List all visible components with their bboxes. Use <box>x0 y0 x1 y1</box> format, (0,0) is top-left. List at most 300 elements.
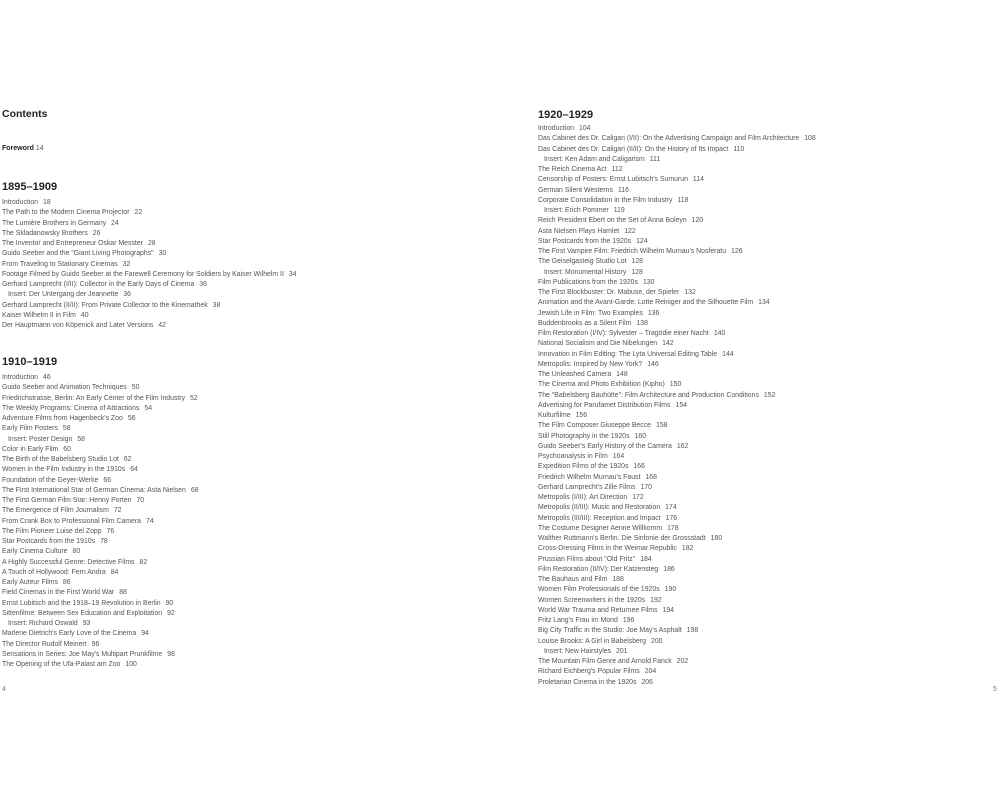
toc-entry <box>538 145 816 155</box>
toc-entry <box>538 298 816 308</box>
toc-entry <box>538 596 816 606</box>
entry-page-number: 28 <box>147 240 156 247</box>
entry-page-number: 134 <box>758 299 770 307</box>
entry-title: Insert: Monumental History <box>544 268 627 276</box>
entry-page-number: 64 <box>130 466 138 474</box>
toc-entry <box>2 568 199 578</box>
entry-page-number: 172 <box>632 494 644 501</box>
entry-page-number: 200 <box>651 637 663 645</box>
entry-page-number: 70 <box>136 497 145 504</box>
entry-title: Gerhard Lamprecht (I/II): Collector in the Early Days of Cinema <box>2 281 195 288</box>
entry-page-number: 186 <box>663 565 675 573</box>
entry-title: The Geiselgasteig Studio Lot <box>538 258 627 266</box>
entry-title: The First Vampire Film: Friedrich Wilhelm Murnau's Nosferatu <box>538 248 727 255</box>
entry-title: Introduction <box>538 125 575 132</box>
toc-entry <box>2 517 199 527</box>
toc-entry <box>538 391 816 401</box>
entry-page-number: 194 <box>662 606 674 614</box>
entry-page-number: 138 <box>636 319 648 327</box>
entry-title: Prussian Films about "Old Fritz" <box>538 555 636 563</box>
toc-entry <box>538 565 816 575</box>
toc-entry <box>2 578 199 588</box>
toc-entry <box>538 421 816 431</box>
toc-entry <box>2 301 297 311</box>
entry-page-number: 30 <box>158 250 167 258</box>
entry-page-number: 42 <box>158 322 166 329</box>
entry-page-number: 32 <box>122 260 131 268</box>
entry-title: Guido Seeber and Animation Techniques <box>2 384 127 392</box>
entry-title: Metropolis (II/III): Music and Restoration <box>538 504 661 512</box>
section-1920-1929 <box>538 108 816 688</box>
entry-page-number: 192 <box>650 596 662 604</box>
page-number-left: 4 <box>2 686 6 693</box>
entry-page-number: 201 <box>616 647 628 655</box>
entry-page-number: 196 <box>622 617 635 624</box>
entry-page-number: 202 <box>676 658 689 665</box>
toc-entry <box>2 496 199 506</box>
entry-page-number: 108 <box>804 135 816 143</box>
entry-title: Friedrich Wilhelm Murnau's Faust <box>538 473 641 481</box>
entry-page-number: 90 <box>165 599 174 607</box>
entry-title: Jewish Life in Film: Two Examples <box>538 309 643 317</box>
entry-title: The Film Pioneer Luise del Zopp <box>2 527 102 535</box>
entry-title: The Mountain Film Genre and Arnold Fanck <box>538 658 672 665</box>
entry-title: Insert: Erich Pommer <box>544 207 609 214</box>
entry-title: The Birth of the Babelsberg Studio Lot <box>2 456 119 463</box>
entry-page-number: 162 <box>676 442 689 450</box>
entry-page-number: 80 <box>72 548 81 556</box>
toc-insert-entry <box>538 155 816 165</box>
entry-page-number: 100 <box>125 661 137 668</box>
toc-entry <box>538 432 816 442</box>
entry-title: Innovation in Film Editing: The Lyta Universal Editing Table <box>538 350 718 358</box>
entry-page-number: 154 <box>675 401 687 409</box>
toc-entry <box>538 483 816 493</box>
entry-page-number: 36 <box>199 281 207 288</box>
entry-page-number: 178 <box>667 524 679 532</box>
toc-entry <box>538 216 816 226</box>
entry-page-number: 110 <box>733 145 745 153</box>
toc-entry <box>2 208 297 218</box>
entry-page-number: 58 <box>62 425 71 433</box>
entry-page-number: 92 <box>167 609 175 617</box>
toc-entry <box>538 237 816 247</box>
toc-entry <box>2 260 297 270</box>
entry-title: Color in Early Film <box>2 445 59 453</box>
entry-page-number: 146 <box>647 360 659 368</box>
entry-page-number: 180 <box>710 535 723 542</box>
entry-page-number: 104 <box>579 125 591 132</box>
entry-page-number: 84 <box>110 568 119 576</box>
entry-title: From Crank Box to Professional Film Camera <box>2 517 142 525</box>
entry-page-number: 96 <box>91 640 100 648</box>
entry-title: Introduction <box>2 199 39 206</box>
entry-title: Foundation of the Geyer-Werke <box>2 476 99 484</box>
entry-page-number: 76 <box>106 527 115 535</box>
entry-title: Marlene Dietrich's Early Love of the Cinema <box>2 630 137 638</box>
entry-page-number: 152 <box>763 391 776 399</box>
entry-page-number: 142 <box>662 340 674 348</box>
entry-page-number: 148 <box>616 371 628 378</box>
entry-page-number: 140 <box>713 330 726 337</box>
contents-title: Contents <box>2 108 48 120</box>
entry-page-number: 72 <box>113 507 122 515</box>
toc-list <box>2 198 297 331</box>
entry-title: Proletarian Cinema in the 1920s <box>538 678 637 686</box>
toc-entry <box>538 575 816 585</box>
entry-page-number: 156 <box>575 412 588 419</box>
entry-title: Insert: Richard Oswald <box>8 620 78 627</box>
entry-title: Das Cabinet des Dr. Caligari (I/II): On the Advertising Campaign and Film Architecture <box>538 135 800 143</box>
foreword-entry <box>2 144 44 154</box>
toc-insert-entry <box>2 290 297 300</box>
toc-entry <box>538 227 816 237</box>
toc-entry <box>538 350 816 360</box>
entry-title: A Touch of Hollywood: Fern Andra <box>2 568 106 576</box>
toc-entry <box>2 537 199 547</box>
toc-entry <box>538 473 816 483</box>
entry-title: The First International Star of German Cinema: Asta Nielsen <box>2 486 186 494</box>
toc-entry <box>538 534 816 544</box>
entry-title: Walther Ruttmann's Berlin. Die Sinfonie der Grossstadt <box>538 535 706 542</box>
entry-page-number: 158 <box>655 422 668 430</box>
entry-title: Film Publications from the 1920s <box>538 278 638 286</box>
entry-title: Adventure Films from Hagenbeck's Zoo <box>2 415 123 422</box>
entry-title: Guido Seeber and the "Giant Living Photographs" <box>2 250 154 258</box>
entry-title: Ernst Lubitsch and the 1918–19 Revolution in Berlin <box>2 599 161 607</box>
entry-title: Friedrichstrasse, Berlin: An Early Center of the Film Industry <box>2 394 186 402</box>
toc-entry <box>2 629 199 639</box>
toc-entry <box>538 493 816 503</box>
entry-page-number: 68 <box>190 486 199 494</box>
toc-entry <box>2 650 199 660</box>
entry-page-number: 50 <box>131 384 140 392</box>
entry-title: Metropolis: Inspired by New York? <box>538 360 643 368</box>
entry-title: Film Restoration (I/IV): Sylvester – Tragödie einer Nacht <box>538 330 709 337</box>
entry-title: Sensations in Series: Joe May's Multipart Prunkfilme <box>2 650 163 658</box>
entry-title: Censorship of Posters: Ernst Lubitsch's Sumurun <box>538 176 688 184</box>
toc-entry <box>2 465 199 475</box>
entry-page-number: 46 <box>43 374 51 381</box>
toc-entry <box>538 667 816 677</box>
entry-title: Field Cinemas in the First World War <box>2 589 115 597</box>
entry-page-number: 184 <box>640 555 652 563</box>
entry-page-number: 62 <box>123 456 132 463</box>
toc-entry <box>2 476 199 486</box>
entry-page-number: 93 <box>82 620 91 627</box>
entry-page-number: 18 <box>43 199 51 206</box>
entry-page-number: 58 <box>77 435 86 443</box>
toc-entry <box>538 637 816 647</box>
entry-page-number: 66 <box>103 476 112 484</box>
toc-entry <box>538 339 816 349</box>
entry-title: The Skladanowsky Brothers <box>2 229 88 237</box>
entry-page-number: 86 <box>62 579 71 586</box>
toc-entry <box>2 414 199 424</box>
entry-page-number: 40 <box>80 311 89 319</box>
entry-title: Kaiser Wilhelm II in Film <box>2 311 76 319</box>
entry-page-number: 198 <box>686 627 699 635</box>
entry-title: The First Blockbuster: Dr. Mabuse, der Spieler <box>538 289 680 296</box>
toc-entry <box>538 196 816 206</box>
toc-entry <box>538 124 816 134</box>
entry-page-number: 188 <box>612 576 624 583</box>
entry-page-number: 130 <box>642 278 655 286</box>
entry-title: Der Hauptmann von Köpenick and Later Versions <box>2 322 154 329</box>
entry-page-number: 36 <box>123 291 131 299</box>
entry-page-number: 132 <box>684 289 696 296</box>
toc-entry <box>2 394 199 404</box>
toc-entry <box>538 370 816 380</box>
entry-title: Gerhard Lamprecht (II/II): From Private Collector to the Kinemathek <box>2 301 208 309</box>
entry-title: Footage Filmed by Guido Seeber at the Farewell Ceremony for Soldiers by Kaiser Wilhelm II <box>2 270 284 278</box>
toc-entry <box>2 404 199 414</box>
entry-title: Insert: Der Untergang der Jeannette <box>8 291 119 299</box>
entry-title: The Emergence of Film Journalism <box>2 507 109 515</box>
toc-entry <box>538 186 816 196</box>
toc-entry <box>538 442 816 452</box>
entry-title: Women Film Professionals of the 1920s <box>538 586 660 594</box>
entry-page-number: 190 <box>664 586 677 594</box>
entry-title: Women in the Film Industry in the 1910s <box>2 466 126 474</box>
toc-entry <box>2 424 199 434</box>
toc-list <box>538 124 816 688</box>
entry-title: From Traveling to Stationary Cinemas <box>2 260 118 268</box>
entry-title: Das Cabinet des Dr. Caligari (II/II): On the History of Its Impact <box>538 145 729 153</box>
entry-page-number: 164 <box>612 453 625 460</box>
toc-entry <box>538 452 816 462</box>
toc-entry <box>2 445 199 455</box>
toc-entry <box>2 547 199 557</box>
entry-page-number: 122 <box>624 227 636 235</box>
entry-page-number: 114 <box>692 176 704 184</box>
entry-title: Advertising for Parufamet Distribution Films <box>538 401 671 409</box>
entry-page-number: 94 <box>141 630 149 638</box>
entry-title: Introduction <box>2 374 39 381</box>
toc-entry <box>2 280 297 290</box>
entry-page-number: 206 <box>641 678 653 686</box>
toc-entry <box>538 175 816 185</box>
toc-entry <box>538 524 816 534</box>
toc-entry <box>538 401 816 411</box>
toc-entry <box>538 165 816 175</box>
toc-entry <box>538 514 816 524</box>
toc-entry <box>538 380 816 390</box>
entry-title: The Reich Cinema Act <box>538 166 607 173</box>
entry-page-number: 150 <box>669 381 682 389</box>
toc-entry <box>538 360 816 370</box>
entry-title: Animation and the Avant-Garde: Lotte Reiniger and the Silhouette Film <box>538 299 754 307</box>
entry-page-number: 174 <box>665 504 677 512</box>
entry-page-number: 82 <box>139 558 148 566</box>
entry-page-number: 54 <box>144 404 153 412</box>
toc-list <box>2 373 199 670</box>
entry-page-number: 124 <box>636 237 648 245</box>
entry-page-number: 60 <box>63 445 71 453</box>
toc-insert-entry <box>2 435 199 445</box>
toc-entry <box>2 558 199 568</box>
entry-title: The Opening of the Ufa-Palast am Zoo <box>2 661 121 668</box>
entry-title: Insert: Ken Adam and Caligarism <box>544 155 645 163</box>
entry-title: The Inventor and Entrepreneur Oskar Messter <box>2 240 143 247</box>
entry-title: The First German Film Star: Henny Porten <box>2 497 132 504</box>
entry-title: Louise Brooks: A Girl in Babelsberg <box>538 637 647 645</box>
entry-title: The Film Composer Giuseppe Becce <box>538 422 651 430</box>
entry-page-number: 176 <box>665 514 678 522</box>
entry-title: The Weekly Programs: Cinema of Attractions <box>2 404 140 412</box>
toc-entry <box>2 588 199 598</box>
entry-page-number: 78 <box>100 538 108 545</box>
entry-title: The "Babelsberg Bauhütte": Film Architecture and Production Conditions <box>538 391 759 399</box>
entry-page-number: 204 <box>644 668 657 676</box>
entry-page-number: 144 <box>722 350 734 358</box>
entry-title: Kulturfilme <box>538 412 571 419</box>
entry-title: The Lumière Brothers in Germany <box>2 219 107 227</box>
toc-entry <box>538 411 816 421</box>
toc-entry <box>2 527 199 537</box>
entry-title: Star Postcards from the 1910s <box>2 538 96 545</box>
toc-entry <box>538 309 816 319</box>
section-heading: 1910–1919 <box>2 356 58 368</box>
entry-page-number: 120 <box>691 217 704 225</box>
entry-title: Buddenbrooks as a Silent Film <box>538 319 632 327</box>
toc-entry <box>538 606 816 616</box>
entry-title: The Path to the Modern Cinema Projector <box>2 209 130 217</box>
entry-title: Film Restoration (II/IV): Der Katzensteg <box>538 565 659 573</box>
entry-title: Asta Nielsen Plays Hamlet <box>538 227 620 235</box>
toc-entry <box>538 678 816 688</box>
foreword-page: 14 <box>35 145 44 152</box>
entry-page-number: 128 <box>631 258 643 266</box>
entry-title: National Socialism and Die Nibelungen <box>538 340 658 348</box>
entry-title: Reich President Ebert on the Set of Anna Boleyn <box>538 217 687 225</box>
toc-entry <box>538 319 816 329</box>
entry-page-number: 182 <box>681 545 694 553</box>
toc-entry <box>2 219 297 229</box>
entry-title: Early Cinema Culture <box>2 548 68 556</box>
toc-insert-entry <box>538 268 816 278</box>
toc-entry <box>538 134 816 144</box>
entry-title: A Highly Successful Genre: Detective Films <box>2 558 135 566</box>
entry-page-number: 56 <box>127 415 136 422</box>
toc-entry <box>538 544 816 554</box>
entry-title: Star Postcards from the 1920s <box>538 237 632 245</box>
entry-title: The Director Rudolf Meinert <box>2 640 87 648</box>
toc-insert-entry <box>538 647 816 657</box>
toc-entry <box>2 321 297 331</box>
entry-title: Insert: Poster Design <box>8 435 73 443</box>
entry-page-number: 168 <box>645 473 657 481</box>
toc-entry <box>2 229 297 239</box>
foreword-label: Foreword <box>2 145 34 152</box>
toc-entry <box>2 506 199 516</box>
entry-page-number: 166 <box>633 463 645 471</box>
toc-entry <box>2 599 199 609</box>
toc-insert-entry <box>2 619 199 629</box>
entry-page-number: 74 <box>146 517 154 525</box>
entry-page-number: 111 <box>649 155 661 163</box>
entry-title: Gerhard Lamprecht's Zille Films <box>538 483 636 491</box>
entry-page-number: 98 <box>167 650 175 658</box>
toc-entry <box>2 373 199 383</box>
section-1910-1919 <box>2 355 199 670</box>
entry-title: The Bauhaus and Film <box>538 576 608 583</box>
entry-title: Women Screenwriters in the 1920s <box>538 596 646 604</box>
toc-entry <box>2 383 199 393</box>
entry-page-number: 26 <box>92 229 101 237</box>
toc-entry <box>2 198 297 208</box>
section-heading: 1920–1929 <box>538 109 594 121</box>
entry-title: Richard Eichberg's Popular Films <box>538 668 640 676</box>
toc-entry <box>2 455 199 465</box>
entry-title: Fritz Lang's Frau im Mond <box>538 617 618 624</box>
entry-title: German Silent Westerns <box>538 186 613 194</box>
entry-page-number: 24 <box>111 219 119 227</box>
entry-page-number: 136 <box>647 309 660 317</box>
entry-page-number: 52 <box>190 394 198 402</box>
toc-entry <box>538 288 816 298</box>
entry-title: Sittenfilme: Between Sex Education and Exploitation <box>2 609 163 617</box>
entry-title: Metropolis (I/III): Art Direction <box>538 494 628 501</box>
entry-title: Early Auteur Films <box>2 579 58 586</box>
page-number-right: 5 <box>993 686 997 693</box>
toc-entry <box>538 555 816 565</box>
toc-entry <box>2 486 199 496</box>
toc-entry <box>2 249 297 259</box>
toc-entry <box>538 585 816 595</box>
entry-title: The Cinema and Photo Exhibition (Kipho) <box>538 381 665 389</box>
toc-entry <box>538 247 816 257</box>
entry-title: Psychoanalysis in Film <box>538 453 608 460</box>
toc-entry <box>538 278 816 288</box>
toc-entry <box>538 329 816 339</box>
toc-entry <box>2 270 297 280</box>
toc-entry <box>2 609 199 619</box>
entry-page-number: 128 <box>631 268 643 276</box>
entry-page-number: 118 <box>677 196 689 204</box>
entry-page-number: 170 <box>640 483 652 491</box>
entry-title: Metropolis (III/III): Reception and Impact <box>538 514 661 522</box>
entry-page-number: 119 <box>613 207 625 214</box>
entry-title: Insert: New Hairstyles <box>544 647 612 655</box>
toc-entry <box>2 660 199 670</box>
toc-entry <box>538 503 816 513</box>
entry-page-number: 34 <box>288 270 297 278</box>
entry-title: Cross-Dressing Films in the Weimar Republic <box>538 545 677 553</box>
entry-page-number: 160 <box>634 432 647 440</box>
toc-entry <box>538 626 816 636</box>
toc-entry <box>538 462 816 472</box>
entry-page-number: 88 <box>119 589 127 597</box>
entry-page-number: 112 <box>611 166 623 173</box>
entry-title: The Costume Designer Aenne Willkomm <box>538 524 663 532</box>
toc-entry <box>538 657 816 667</box>
section-heading: 1895–1909 <box>2 181 58 193</box>
toc-insert-entry <box>538 206 816 216</box>
toc-entry <box>2 640 199 650</box>
toc-entry <box>538 257 816 267</box>
entry-title: Guido Seeber's Early History of the Camera <box>538 442 672 450</box>
toc-entry <box>2 311 297 321</box>
entry-title: Big City Traffic in the Studio: Joe May's Asphalt <box>538 627 682 635</box>
section-1895-1909 <box>2 180 297 331</box>
entry-title: World War Trauma and Returnee Films <box>538 606 658 614</box>
entry-page-number: 126 <box>731 248 743 255</box>
toc-entry <box>2 239 297 249</box>
entry-title: Expedition Films of the 1920s <box>538 463 629 471</box>
toc-entry <box>538 616 816 626</box>
entry-page-number: 22 <box>134 209 143 217</box>
